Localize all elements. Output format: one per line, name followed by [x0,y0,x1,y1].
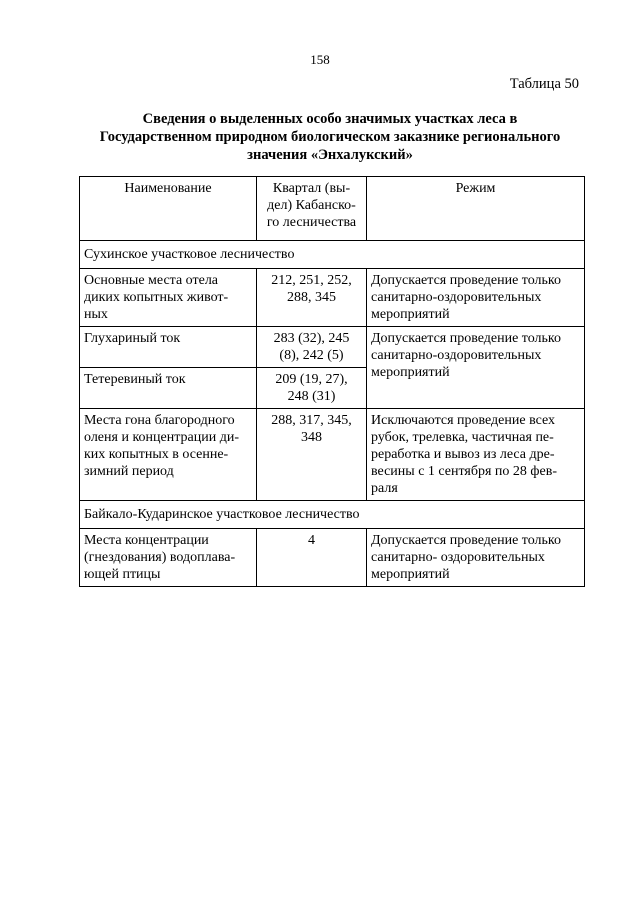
row-name-line: ких копытных в осенне- [84,447,229,462]
row-kvartal: 4 [257,529,367,587]
title-line: Государственном природном биологическом заказнике регионального [99,129,561,145]
title-line: Сведения о выделенных особо значимых участках леса в [142,111,518,127]
row-kvartal [257,368,367,409]
title-line: значения «Энхалукский» [247,147,413,163]
row-mode-line: реработка и вывоз из леса дре- [371,447,555,462]
row-kvartal-line: 212, 251, 252, [271,273,352,288]
header-kvartal [257,177,367,241]
row-name: Тетеревиный ток [80,368,257,409]
header-name: Наименование [80,177,257,241]
row-kvartal-line: 288, 317, 345, [271,413,352,428]
row-kvartal-line: (8), 242 (5) [279,348,344,363]
row-kvartal-line: 248 (31) [287,389,336,404]
header-kvartal-line: Квартал (вы- [272,181,351,196]
table-row [80,327,585,368]
row-mode-line: Допускается проведение только [371,331,562,346]
row-name-line: ных [84,307,108,322]
page-number: 158 [310,52,330,67]
row-name-line: зимний период [84,464,174,479]
table-row [80,269,585,327]
row-name-line: оленя и концентрации ди- [84,430,239,445]
row-mode-line: мероприятий [371,567,450,582]
row-kvartal [257,327,367,368]
header-mode: Режим [367,177,585,241]
table-label: Таблица 50 [509,76,579,92]
row-mode-line: Исключаются проведение всех [371,413,556,428]
row-mode-line: санитарно-оздоровительных [371,348,542,363]
row-kvartal-line: 348 [301,430,322,445]
forest-areas-table [79,176,585,587]
row-mode-line: Допускается проведение только [371,533,562,548]
row-name-line: Места гона благородного [84,413,235,428]
row-mode-line: рубок, трелевка, частичная пе- [371,430,554,445]
section-row [80,241,585,269]
row-mode [367,269,585,327]
section-baikalo-kudarinskoe: Байкало-Кударинское участковое лесничество [80,501,585,529]
row-kvartal [257,409,367,501]
table-header-row [80,177,585,241]
row-name-line: Места концентрации [84,533,209,548]
row-mode-line: санитарно- оздоровительных [371,550,545,565]
row-mode-line: мероприятий [371,307,450,322]
row-kvartal-line: 288, 345 [287,290,336,305]
row-mode-line: мероприятий [371,365,450,380]
row-mode-line: санитарно-оздоровительных [371,290,542,305]
row-kvartal [257,269,367,327]
header-kvartal-line: дел) Кабанско- [267,198,356,213]
row-name: Глухариный ток [80,327,257,368]
row-name-line: Основные места отела [84,273,219,288]
row-mode-line: раля [371,481,398,496]
row-mode-line: весины с 1 сентября по 28 фев- [371,464,557,479]
row-mode [367,327,585,409]
row-name-line: (гнездования) водоплава- [84,550,236,565]
row-name [80,529,257,587]
header-kvartal-line: го лесничества [266,215,357,230]
table-row [80,529,585,587]
row-kvartal-line: 209 (19, 27), [275,372,348,387]
row-name [80,269,257,327]
section-sukhinskoe: Сухинское участковое лесничество [80,241,585,269]
row-name-line: диких копытных живот- [84,290,229,305]
row-name-line: ющей птицы [84,567,161,582]
document-title [75,110,585,164]
row-name [80,409,257,501]
row-kvartal-line: 283 (32), 245 [273,331,350,346]
row-mode [367,409,585,501]
table-row [80,409,585,501]
row-mode [367,529,585,587]
row-mode-line: Допускается проведение только [371,273,562,288]
section-row [80,501,585,529]
